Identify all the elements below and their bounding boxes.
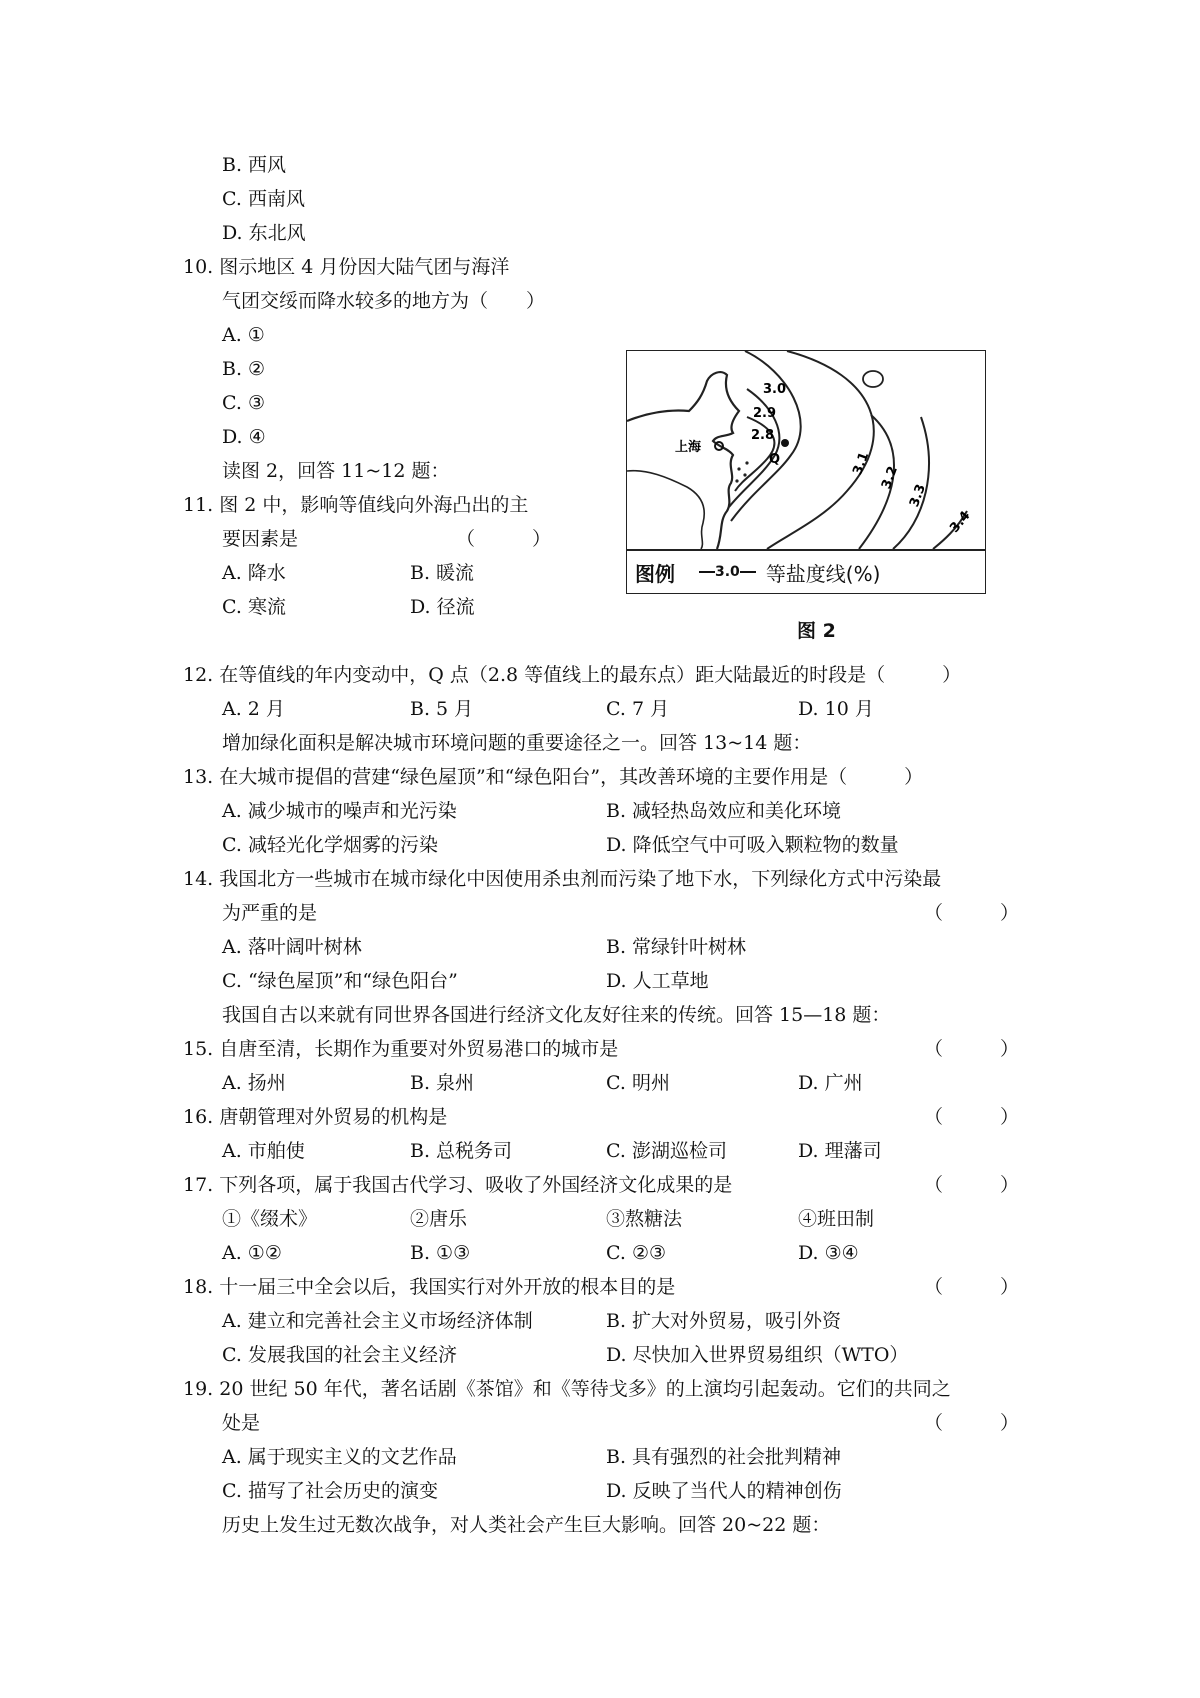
q13-stem: 13. 在大城市提倡的营建“绿色屋顶”和“绿色阳台”，其改善环境的主要作用是（ ） (183, 766, 924, 788)
q17-item-4: ④班田制 (798, 1208, 875, 1230)
legend-line-value: 3.0 (715, 564, 740, 580)
iso-label-2-9: 2.9 (753, 406, 777, 421)
q19-stem-2: 处是 (222, 1412, 261, 1434)
iso-label-3-1: 3.1 (850, 450, 873, 478)
coastline (627, 372, 739, 549)
q15-option-a: A. 扬州 (222, 1072, 286, 1094)
q14-answer-paren: （ ） (924, 902, 1020, 924)
q16-option-b: B. 总税务司 (410, 1140, 513, 1162)
q17-option-d: D. ③④ (798, 1242, 859, 1264)
intro-15-18: 我国自古以来就有同世界各国进行经济文化友好往来的传统。回答 15—18 题： (222, 1004, 891, 1026)
iso-label-2-8: 2.8 (751, 428, 775, 443)
q18-option-b: B. 扩大对外贸易，吸引外资 (606, 1310, 842, 1332)
q17-option-c: C. ②③ (606, 1242, 667, 1264)
island-dot (745, 461, 748, 464)
q11-option-b: B. 暖流 (410, 562, 475, 584)
q19-answer-paren: （ ） (924, 1412, 1020, 1434)
iso-label-3-3: 3.3 (907, 482, 929, 510)
q14-option-d: D. 人工草地 (606, 970, 709, 992)
q10-stem-2: 气团交绥而降水较多的地方为（ ） (222, 290, 546, 312)
q16-option-a: A. 市舶使 (222, 1140, 305, 1162)
isoline-map-svg (627, 351, 985, 549)
q10-stem-1: 10. 图示地区 4 月份因大陆气团与海洋 (183, 256, 510, 278)
q12-option-a: A. 2 月 (222, 698, 285, 720)
q16-stem: 16. 唐朝管理对外贸易的机构是 (183, 1106, 448, 1128)
q17-option-a: A. ①② (222, 1242, 282, 1264)
legend-title: 图例 (635, 561, 675, 586)
q13-option-b: B. 减轻热岛效应和美化环境 (606, 800, 842, 822)
q9-option-c: C. 西南风 (222, 188, 305, 210)
q12-option-d: D. 10 月 (798, 698, 874, 720)
iso-label-3-4: 3.4 (947, 508, 974, 536)
q17-answer-paren: （ ） (924, 1174, 1020, 1196)
intro-11-12: 读图 2，回答 11~12 题： (222, 460, 450, 482)
q11-answer-paren: （ ） (456, 528, 552, 550)
q14-option-a: A. 落叶阔叶树林 (222, 936, 362, 958)
q17-stem: 17. 下列各项，属于我国古代学习、吸收了外国经济文化成果的是 (183, 1174, 733, 1196)
q10-option-a: A. ① (222, 324, 265, 346)
q12-option-b: B. 5 月 (410, 698, 474, 720)
q18-answer-paren: （ ） (924, 1276, 1020, 1298)
q10-option-c: C. ③ (222, 392, 265, 414)
q12-stem: 12. 在等值线的年内变动中，Q 点（2.8 等值线上的最东点）距大陆最近的时段是（ ） (183, 664, 962, 686)
q-point-marker (781, 439, 789, 447)
q19-option-a: A. 属于现实主义的文艺作品 (222, 1446, 457, 1468)
q17-item-3: ③熬糖法 (606, 1208, 683, 1230)
q18-option-c: C. 发展我国的社会主义经济 (222, 1344, 457, 1366)
q10-option-d: D. ④ (222, 426, 266, 448)
q13-option-d: D. 降低空气中可吸入颗粒物的数量 (606, 834, 899, 856)
q14-option-b: B. 常绿针叶树林 (606, 936, 747, 958)
q9-option-b: B. 西风 (222, 154, 287, 176)
figure-2-caption: 图 2 (797, 620, 836, 642)
q17-item-2: ②唐乐 (410, 1208, 468, 1230)
q17-item-1: ①《缀术》 (222, 1208, 318, 1230)
q14-stem-2: 为严重的是 (222, 902, 318, 924)
q15-option-d: D. 广州 (798, 1072, 863, 1094)
iso-label-3-0: 3.0 (763, 382, 787, 397)
figure-2-salinity-map (626, 350, 986, 594)
island-dot (743, 473, 746, 476)
q18-option-a: A. 建立和完善社会主义市场经济体制 (222, 1310, 533, 1332)
q12-option-c: C. 7 月 (606, 698, 670, 720)
q17-option-b: B. ①③ (410, 1242, 471, 1264)
q19-stem-1: 19. 20 世纪 50 年代，著名话剧《茶馆》和《等待戈多》的上演均引起轰动。它们的共同之 (183, 1378, 951, 1400)
map-legend (627, 549, 985, 593)
q19-option-c: C. 描写了社会历史的演变 (222, 1480, 438, 1502)
island-dot (735, 479, 738, 482)
q11-stem-2: 要因素是 (222, 528, 299, 550)
q18-stem: 18. 十一届三中全会以后，我国实行对外开放的根本目的是 (183, 1276, 676, 1298)
q13-option-a: A. 减少城市的噪声和光污染 (222, 800, 457, 822)
q16-option-c: C. 澎湖巡检司 (606, 1140, 727, 1162)
shanghai-label: 上海 (675, 440, 702, 455)
q14-stem-1: 14. 我国北方一些城市在城市绿化中因使用杀虫剂而污染了地下水，下列绿化方式中污染最 (183, 868, 942, 890)
q11-option-a: A. 降水 (222, 562, 286, 584)
q13-option-c: C. 减轻光化学烟雾的污染 (222, 834, 438, 856)
q19-option-b: B. 具有强烈的社会批判精神 (606, 1446, 842, 1468)
q15-option-c: C. 明州 (606, 1072, 670, 1094)
q19-option-d: D. 反映了当代人的精神创伤 (606, 1480, 842, 1502)
q16-option-d: D. 理藩司 (798, 1140, 882, 1162)
intro-20-22: 历史上发生过无数次战争，对人类社会产生巨大影响。回答 20~22 题： (222, 1514, 831, 1536)
river-estuary (627, 471, 704, 549)
legend-line-sample (699, 564, 756, 580)
q15-option-b: B. 泉州 (410, 1072, 475, 1094)
isoline-3-3 (893, 417, 929, 549)
island-dot (737, 467, 740, 470)
intro-13-14: 增加绿化面积是解决城市环境问题的重要途径之一。回答 13~14 题： (222, 732, 812, 754)
q11-option-d: D. 径流 (410, 596, 475, 618)
q-point-label: Q (769, 452, 781, 467)
q18-option-d: D. 尽快加入世界贸易组织（WTO） (606, 1344, 909, 1366)
q9-option-d: D. 东北风 (222, 222, 306, 244)
q11-stem-1: 11. 图 2 中，影响等值线向外海凸出的主 (183, 494, 529, 516)
iso-label-3-2: 3.2 (879, 464, 901, 492)
q11-option-c: C. 寒流 (222, 596, 286, 618)
q10-option-b: B. ② (222, 358, 266, 380)
q14-option-c: C. “绿色屋顶”和“绿色阳台” (222, 970, 458, 992)
q15-answer-paren: （ ） (924, 1038, 1020, 1060)
q15-stem: 15. 自唐至清，长期作为重要对外贸易港口的城市是 (183, 1038, 619, 1060)
q16-answer-paren: （ ） (924, 1106, 1020, 1128)
legend-text: 等盐度线(%) (765, 561, 881, 586)
island (863, 371, 883, 387)
